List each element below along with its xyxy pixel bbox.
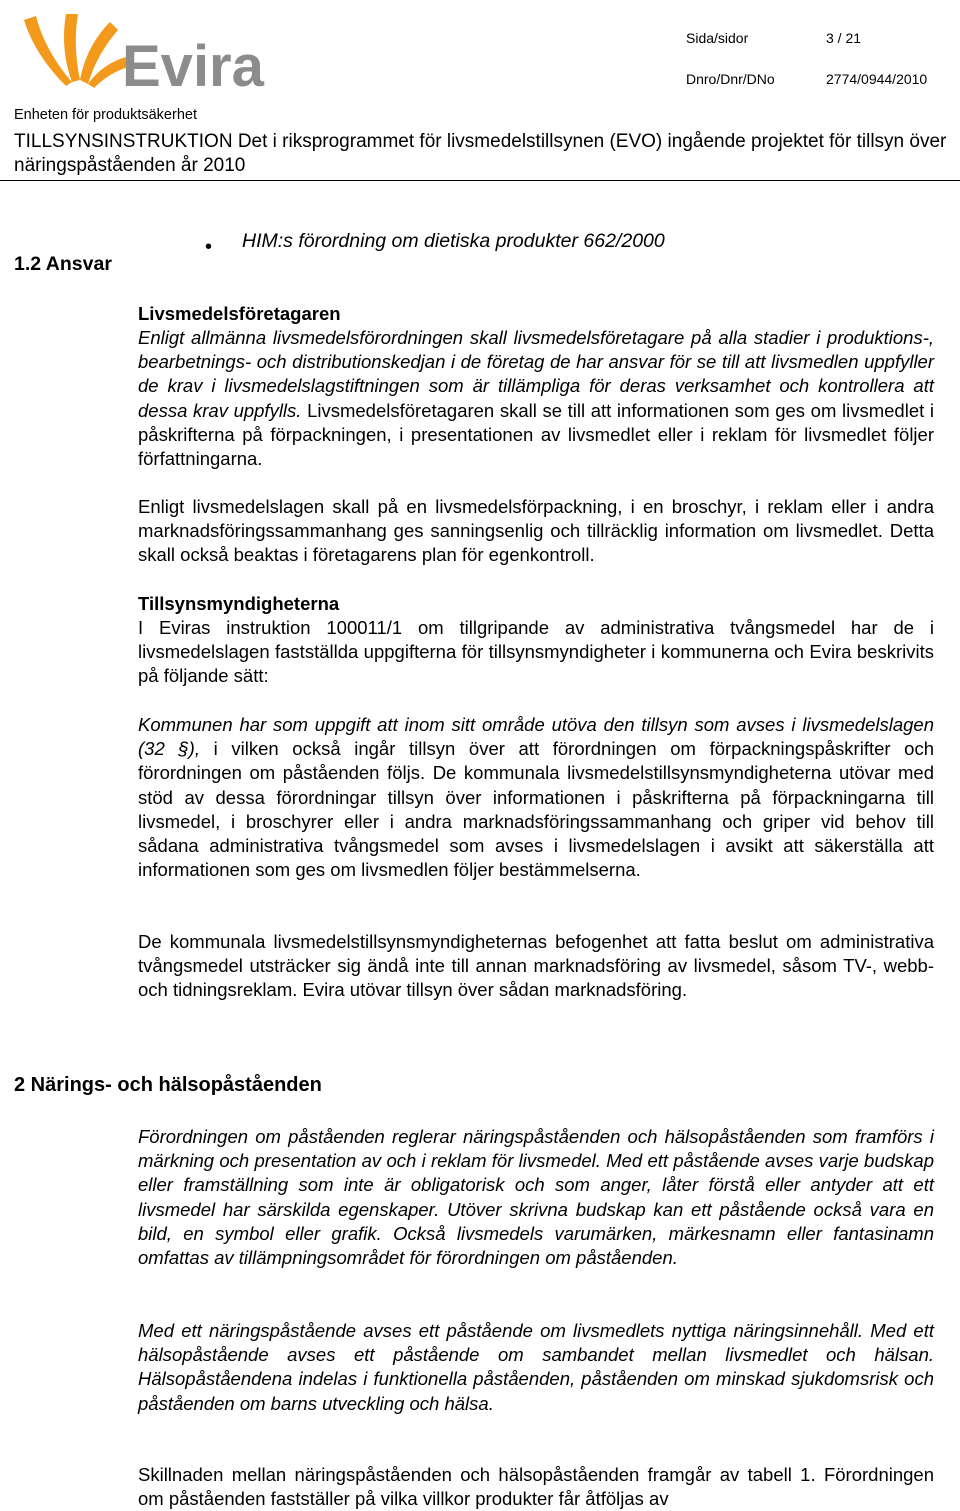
paragraph-befogenhet: De kommunala livsmedelstillsynsmyndigheternas befogenhet att fatta beslut om administrativa tvångsmedel utsträcker sig ändå inte till annan marknadsföring av livsmedel, såsom TV-, webb- och tidningsreklam. Evira utövar tillsyn över sådan marknadsföring. bbox=[138, 931, 934, 1001]
page-number: 3 / 21 bbox=[826, 30, 862, 46]
unit-name: Enheten för produktsäkerhet bbox=[14, 107, 197, 123]
logo-text: Evira bbox=[122, 34, 264, 92]
section-label: 1.2 Ansvar bbox=[14, 253, 112, 275]
header-divider bbox=[0, 180, 960, 181]
paragraph-foretagare-italic: Enligt allmänna livsmedelsförordningen skall livsmedelsföretagare på alla stadier i produktions-, bearbetnings- och distributionskedjan i de företag de har ansvar för se till att livsmedlen uppfyller de krav i livsmedelslagstiftningen som är tillämpliga för deras verksamhet och kontrollera att dessa krav uppfylls. bbox=[138, 327, 934, 421]
document-title: TILLSYNSINSTRUKTION Det i riksprogrammet för livsmedelstillsynen (EVO) ingående projektet för tillsyn över näringspåståenden år 2010 bbox=[14, 131, 947, 176]
bullet-item: HIM:s förordning om dietiska produkter 662/2000 bbox=[242, 230, 665, 252]
paragraph-kommunen bbox=[138, 713, 934, 882]
evira-logo bbox=[18, 8, 278, 92]
heading-livsmedelsforetagaren: Livsmedelsföretagaren bbox=[138, 303, 341, 324]
page-label: Sida/sidor bbox=[686, 30, 749, 46]
paragraph-kommunen-italic: Kommunen har som uppgift att inom sitt område utöva den tillsyn som avses i livsmedelslagen (32 §), bbox=[138, 714, 934, 760]
paragraph-instruktion: I Eviras instruktion 100011/1 om tillgripande av administrativa tvångsmedel har de i livsmedelslagen fastställda uppgifterna för tillsynsmyndigheter i kommunerna och Evira beskrivits på följande sätt: bbox=[138, 617, 934, 687]
paragraph-forordningen: Förordningen om påståenden reglerar näringspåståenden och hälsopåståenden som framförs i märkning och presentation av och i reklam för livsmedel. Med ett påstående avses varje budskap eller framställning som inte är obligatorisk och som anger, låter förstå eller antyder att ett livsmedel har särskilda egenskaper. Utöver skrivna budskap kan ett påstående också vara en bild, en symbol eller grafik. Också livsmedels varumärken, märkesnamn eller fantasinamn omfattas av tillämpningsområdet för förordningen om påståenden. bbox=[138, 1126, 934, 1269]
logo-rays-icon bbox=[24, 14, 132, 88]
paragraph-kommunen-rest: i vilken också ingår tillsyn över att förordningen om förpackningspåskrifter och förordningen om påståenden följs. De kommunala livsmedelstillsynsmyndigheterna utövar med stöd av dessa förordningar tillsyn över informationen i påskrifterna på förpackningarna till livsmedel, i broschyrer eller i andra marknadsföringssammanhang och griper vid behov till sådana administrativa tvångsmedel som avses i livsmedelslagen i avsikt att säkerställa att informationen som ges om livsmedlen följer bestämmelserna. bbox=[138, 738, 935, 881]
paragraph-naringspastaende: Med ett näringspåstående avses ett påstående om livsmedlets nyttiga näringsinnehåll. Med ett hälsopåstående avses ett påstående om sambandet mellan livsmedlet och hälsan. Hälsopåståendena indelas i funktionella påståenden, påståenden om minskad sjukdomsrisk och påståenden om barns utveckling och hälsa. bbox=[138, 1320, 934, 1414]
dnro-value: 2774/0944/2010 bbox=[826, 71, 928, 87]
paragraph-foretagare-rest: Livsmedelsföretagaren skall se till att informationen som ges om livsmedlet i påskrifterna på förpackningen, i presentationen av livsmedlet eller i reklam för livsmedlet följer författningarna. bbox=[138, 399, 934, 470]
section-heading-2: 2 Närings- och hälsopåståenden bbox=[14, 1074, 322, 1096]
heading-tillsynsmyndigheterna: Tillsynsmyndigheterna bbox=[138, 593, 340, 614]
dnro-label: Dnro/Dnr/DNo bbox=[686, 71, 775, 87]
bullet-icon: • bbox=[205, 236, 213, 258]
paragraph-foretagare bbox=[138, 326, 934, 471]
paragraph-skillnaden: Skillnaden mellan näringspåståenden och hälsopåståenden framgår av tabell 1. Förordningen om påståenden fastställer på vilka villkor produkter får åtföljas av bbox=[138, 1464, 934, 1510]
paragraph-livsmedelslagen: Enligt livsmedelslagen skall på en livsmedelsförpackning, i en broschyr, i reklam eller i andra marknadsföringssammanhang ges sanningsenlig och tillräcklig information om livsmedlet. Detta skall också beaktas i företagarens plan för egenkontroll. bbox=[138, 496, 934, 566]
